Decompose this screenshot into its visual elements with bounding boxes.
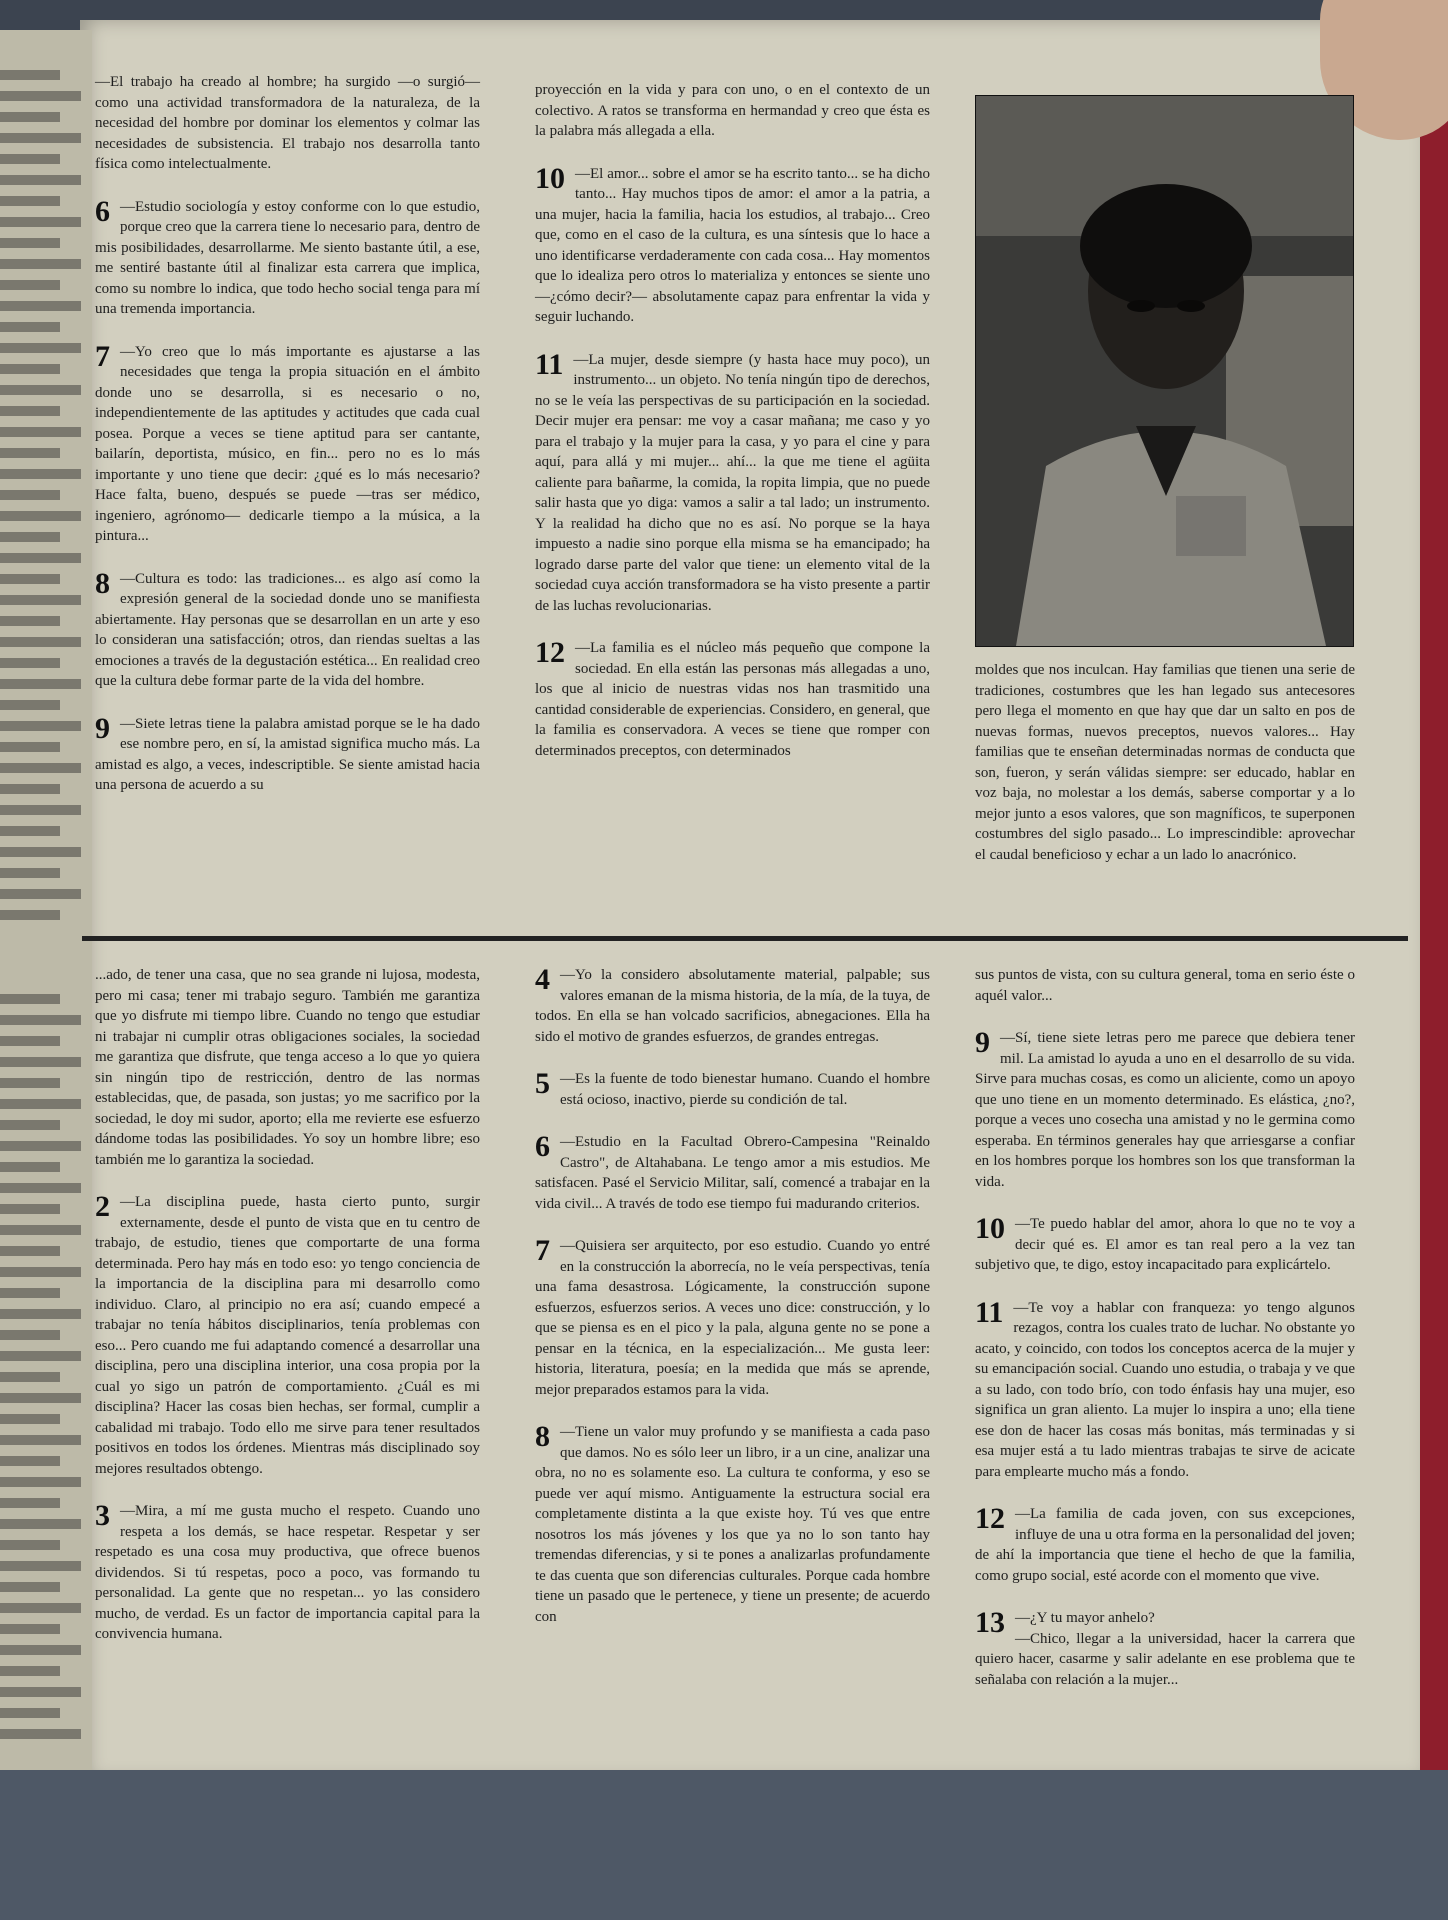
previous-page-text-line (0, 280, 60, 290)
answer-br-3 (975, 1214, 1355, 1276)
previous-page-text-line (0, 763, 81, 773)
question-number: 6 (535, 1130, 550, 1163)
answer-tl-5 (95, 711, 480, 796)
answer-bl-2 (95, 1192, 480, 1479)
previous-page-text-line (0, 364, 60, 374)
answer-text: —El trabajo ha creado al hombre; ha surgido —o surgió— como una actividad transformadora de la naturaleza, de la necesidad del hombre por dominar los elementos y colmar las necesidades de subsistencia. El trabajo nos desarrolla tanto física como intelectualmente. (95, 74, 480, 172)
question-number: 8 (535, 1420, 550, 1453)
question-number: 4 (535, 963, 550, 996)
previous-page-text-line (0, 1120, 60, 1130)
answer-br-2 (975, 1028, 1355, 1192)
previous-page-text-line (0, 1141, 81, 1151)
previous-page-text-line (0, 1687, 81, 1697)
answer-bm-3 (535, 1132, 930, 1214)
previous-page-text-line (0, 721, 81, 731)
previous-page-text-line (0, 259, 81, 269)
previous-page-text-line (0, 91, 81, 101)
question-number: 6 (95, 194, 110, 228)
answer-tl-1 (95, 72, 480, 175)
answer-br-5 (975, 1504, 1355, 1586)
previous-page-text-line (0, 574, 60, 584)
previous-page-text-line (0, 1183, 81, 1193)
question-number: 9 (975, 1026, 990, 1059)
previous-page-text-line (0, 994, 60, 1004)
previous-page-text-line (0, 1036, 60, 1046)
previous-page-text-line (0, 1540, 60, 1550)
previous-page-text-line (0, 1267, 81, 1277)
answer-tl-3 (95, 339, 480, 547)
previous-page-text-line (0, 847, 81, 857)
previous-page-text-line (0, 406, 60, 416)
answer-text: —¿Y tu mayor anhelo? —Chico, llegar a la universidad, hacer la carrera que quiero hacer, casarme y salir adelante en ese problema que te señalaba con relación a la mujer... (975, 1610, 1355, 1688)
previous-page-text-line (0, 658, 60, 668)
column-top-right (975, 660, 1355, 887)
question-number: 2 (95, 1190, 110, 1223)
previous-page-text-line (0, 1225, 81, 1235)
answer-text: moldes que nos inculcan. Hay familias que tienen una serie de tradiciones, costumbres que les han legado sus antecesores pero llega el momento en que hay que dar un salto en pos de nuevas formas, nuevos preceptos, nuevos valores... Hay familias que te enseñan determinadas normas de conducta que son, fueron, y serán válidas siempre: ser educado, hablar en voz baja, no molestar a los demás, saberse comportar y a lo mejor junto a esos valores, que son magníficos, te superponen costumbres del siglo pasado... Lo imprescindible: aprovechar el caudal beneficioso y echar a un lado lo anacrónico. (975, 662, 1355, 863)
answer-text: —Te puedo hablar del amor, ahora lo que no te voy a decir qué es. El amor es tan real pero a la vez tan subjetivo que, te digo, estoy incapacitado para explicártelo. (975, 1216, 1355, 1273)
previous-page-text-line (0, 217, 81, 227)
previous-page-text-line (0, 1456, 60, 1466)
portrait-photo (975, 95, 1354, 647)
answer-bl-3 (95, 1501, 480, 1645)
question-number: 9 (95, 711, 110, 745)
previous-page-text-line (0, 1666, 60, 1676)
question-number: 3 (95, 1499, 110, 1532)
previous-page-text-line (0, 616, 60, 626)
answer-text: proyección en la vida y para con uno, o en el contexto de un colectivo. A ratos se transforma en hermandad y creo que ésta es la palabra más allegada a ella. (535, 82, 930, 139)
previous-page-text-line (0, 1309, 81, 1319)
previous-page-text-line (0, 553, 81, 563)
previous-page-text-line (0, 1582, 60, 1592)
previous-page-text-line (0, 1498, 60, 1508)
previous-page-text-line (0, 889, 81, 899)
column-top-left (95, 72, 480, 818)
answer-tm-2 (535, 161, 930, 328)
question-number: 12 (975, 1502, 1005, 1535)
previous-page-text-line (0, 1288, 60, 1298)
question-number: 11 (535, 347, 564, 381)
answer-br-1 (975, 965, 1355, 1006)
previous-page-text-line (0, 637, 81, 647)
previous-page-text-line (0, 238, 60, 248)
previous-page-text-line (0, 742, 60, 752)
answer-tr-1 (975, 660, 1355, 865)
previous-page-text-line (0, 1729, 81, 1739)
answer-text: —La mujer, desde siempre (y hasta hace muy poco), un instrumento... un objeto. No tenía ningún tipo de derechos, no se le veía las perspectivas de su participación en la sociedad. Decir mujer era pensar: me voy a casar mañana; me caso y yo para el trabajo y la mujer para la casa, y yo para el cine y para aquí, para allá y mi mujer... ahí... la que me tiene el agüita caliente para bañarme, la comida, la ropita limpia, que no puede salir hasta que yo diga: vamos a salir a tal lado; un instrumento. Y la realidad ha dicho que no es así. No porque se la haya impuesto a nadie sino porque ella misma se ha emancipado; ha logrado darse parte del valor que tiene: un elemento vital de la sociedad cuya acción transformadora se ha visto presente a partir de las luchas revolucionarias. (535, 351, 930, 614)
book-spine (1418, 0, 1448, 1800)
answer-bm-2 (535, 1069, 930, 1110)
previous-page-edge (0, 30, 92, 1770)
previous-page-text-line (0, 1561, 81, 1571)
answer-tm-3 (535, 347, 930, 617)
answer-br-4 (975, 1295, 1355, 1483)
answer-bm-5 (535, 1422, 930, 1627)
question-number: 7 (535, 1234, 550, 1267)
previous-page-text-line (0, 1645, 81, 1655)
answer-br-6 (975, 1608, 1355, 1690)
answer-text: —Tiene un valor muy profundo y se manifiesta a cada paso que damos. No es sólo leer un libro, ir a un cine, analizar una obra, no no es solamente eso. La cultura te conforma, y eso se puede ver aquí mismo. Antiguamente la estructura social era completamente distinta a la que existe hoy. Tú ves que entre nosotros los más jóvenes y los que ya no lo son tanto hay tremendas diferencias, y si te pones a analizarlas profundamente te das cuenta que son diferencias culturales. Porque cada hombre tiene un pasado que le pertenece, y tiene un presente; de acuerdo con (535, 1424, 930, 1625)
answer-text: ...ado, de tener una casa, que no sea grande ni lujosa, modesta, pero mi casa; tener mi trabajo seguro. También me garantiza que yo disfrute mi tiempo libre. Cuando no tengo que estudiar ni trabajar ni cumplir otras obligaciones sociales, la sociedad me garantiza que disfrute, que tenga acceso a lo que yo quiera sin ningún tipo de restricción, dentro de las normas establecidas, que, de pasada, son justas; yo me sacrifico por la sociedad, le doy mi sudor, aporto; ella me revierte ese esfuerzo dándome todas las posibilidades. Yo soy un hombre libre; eso también me lo garantiza la sociedad. (95, 967, 480, 1168)
previous-page-text-line (0, 196, 60, 206)
question-number: 12 (535, 636, 565, 669)
previous-page-text-line (0, 322, 60, 332)
answer-tl-4 (95, 566, 480, 692)
previous-page-text-line (0, 385, 81, 395)
previous-page-text-line (0, 1246, 60, 1256)
question-number: 8 (95, 566, 110, 600)
previous-page-text-line (0, 511, 81, 521)
portrait-illustration (976, 96, 1353, 646)
question-number: 13 (975, 1606, 1005, 1639)
answer-tm-1 (535, 80, 930, 142)
question-number: 10 (535, 161, 565, 195)
previous-page-text-line (0, 805, 81, 815)
previous-page-text-line (0, 133, 81, 143)
previous-page-text-line (0, 1015, 81, 1025)
answer-text: —Es la fuente de todo bienestar humano. Cuando el hombre está ocioso, inactivo, pierde su condición de tal. (560, 1071, 930, 1108)
column-top-middle (535, 80, 930, 783)
background-bottom (0, 1770, 1448, 1920)
answer-text: —Sí, tiene siete letras pero me parece que debiera tener mil. La amistad lo ayuda a uno en el desarrollo de su vida. Sirve para muchas cosas, es como un aliciente, como un apoyo que uno tiene en un momento determinado. Es elástica, ¿no?, porque a veces uno cosecha una amistad y no le germina como esperaba. En términos generales hay que arriesgarse a confiar en los hombres porque los hombres son los que transforman la vida. (975, 1030, 1355, 1190)
answer-text: —Te voy a hablar con franqueza: yo tengo algunos rezagos, contra los cuales trato de luchar. No obstante yo acato, y coincido, con todos los conceptos acerca de la mujer y su emancipación social. Cuando uno estudia, o trabaja y ve que a su lado, con todo brío, con todo énfasis hay una mujer, eso significa un gran aliento. La mujer lo inspira a uno; ella tiene ese don de hacer las cosas más bonitas, más terminadas y si esa mujer está a tu lado mientras trabajas te sirve de acicate para emplearte mucho más a fondo. (975, 1299, 1355, 1480)
previous-page-text-line (0, 1330, 60, 1340)
question-number: 5 (535, 1067, 550, 1100)
answer-text: —La familia es el núcleo más pequeño que compone la sociedad. En ella están las personas más allegadas a uno, los que al inicio de nuestras vidas nos han trasmitido una cantidad considerable de experiencias. Considero, en general, que la familia es conservadora. A veces se tiene que romper con determinados preceptos, con determinados (535, 640, 930, 759)
previous-page-text-line (0, 868, 60, 878)
previous-page-text-line (0, 1351, 81, 1361)
answer-bl-1 (95, 965, 480, 1170)
previous-page-text-line (0, 679, 81, 689)
previous-page-text-line (0, 1162, 60, 1172)
question-number: 7 (95, 339, 110, 373)
previous-page-text-line (0, 1519, 81, 1529)
previous-page-text-line (0, 910, 60, 920)
previous-page-text-line (0, 1099, 81, 1109)
previous-page-text-line (0, 1603, 81, 1613)
question-number: 11 (975, 1295, 1004, 1329)
previous-page-text-line (0, 448, 60, 458)
answer-text: —Yo creo que lo más importante es ajustarse a las necesidades que tenga la propia situación en el ámbito donde uno se desarrolla, si es necesario o no, independientemente de las aptitudes y actitudes que cada cual posea. Porque a veces se tiene aptitud para ser cantante, bailarín, deportista, músico, en fin... pero no es lo más importante y uno tiene que decir: ¿qué es lo más necesario? Hace falta, bueno, después se puede —tras ser médico, ingeniero, agrónomo— dedicarle tiempo a la música, a la pintura... (95, 343, 480, 544)
previous-page-text-line (0, 490, 60, 500)
column-bottom-left (95, 965, 480, 1667)
answer-text: —Siete letras tiene la palabra amistad porque se le ha dado ese nombre pero, en sí, la amistad significa mucho más. La amistad es algo, a veces, indescriptible. Se siente amistad hacia una persona de acuerdo a su (95, 715, 480, 793)
answer-bm-1 (535, 965, 930, 1047)
answer-text: —Cultura es todo: las tradiciones... es algo así como la expresión general de la sociedad donde uno se manifiesta abiertamente. Hay personas que se desarrollan en un arte y eso lo consideran una satisfacción; otros, dan riendas sueltas a las emociones a través de la degustación estética... En realidad creo que la cultura debe formar parte de la vida del hombre. (95, 570, 480, 689)
previous-page-text-line (0, 1057, 81, 1067)
answer-bm-4 (535, 1236, 930, 1400)
question-number: 10 (975, 1212, 1005, 1245)
column-bottom-right (975, 965, 1355, 1712)
column-bottom-middle (535, 965, 930, 1649)
previous-page-text-line (0, 595, 81, 605)
previous-page-text-line (0, 1414, 60, 1424)
answer-text: —Yo la considero absolutamente material, palpable; sus valores emanan de la misma historia, de la mía, de la tuya, de todos. En ella se han volcado sacrificios, abnegaciones. Ella ha sido el motivo de grandes esfuerzos, de grandes entregas. (535, 967, 930, 1045)
answer-tl-2 (95, 194, 480, 320)
previous-page-text-line (0, 1624, 60, 1634)
previous-page-text-line (0, 1435, 81, 1445)
answer-text: —Estudio en la Facultad Obrero-Campesina "Reinaldo Castro", de Altahabana. Le tengo amor a mis estudios. Me satisfacen. Pasé el Servicio Militar, salí, comencé a trabajar en la vida civil... A través de todo ese tiempo fui madurando criterios. (535, 1134, 930, 1212)
previous-page-text-line (0, 175, 81, 185)
answer-text: —Mira, a mí me gusta mucho el respeto. Cuando uno respeta a los demás, se hace respetar. Respetar y ser respetado es una cosa muy productiva, que ofrece buenos dividendos. Si tú respetas, poco a poco, vas formando tu personalidad. La gente que no respetan... yo las considero mucho, de verdad. Es un factor de importancia capital para la convivencia humana. (95, 1503, 480, 1642)
previous-page-text-line (0, 343, 81, 353)
previous-page-text-line (0, 1477, 81, 1487)
section-divider (82, 936, 1408, 941)
answer-text: sus puntos de vista, con su cultura general, toma en serio éste o aquél valor... (975, 967, 1355, 1004)
previous-page-text-line (0, 1708, 60, 1718)
answer-text: —La familia de cada joven, con sus excepciones, influye de una u otra forma en la personalidad del joven; de ahí la importancia que tiene el hecho de que la familia, como grupo social, esté acorde con el momento que vive. (975, 1506, 1355, 1584)
previous-page-text-line (0, 700, 60, 710)
previous-page-text-line (0, 532, 60, 542)
previous-page-text-line (0, 154, 60, 164)
previous-page-text-line (0, 1393, 81, 1403)
previous-page-text-line (0, 1372, 60, 1382)
previous-page-text-line (0, 427, 81, 437)
answer-text: —El amor... sobre el amor se ha escrito tanto... se ha dicho tanto... Hay muchos tipos de amor: el amor a la patria, a una mujer, hacia la familia, hacia los estudios, al trabajo... Creo que, como en el caso de la cultura, es una síntesis que lo hace a uno identificarse verdaderamente con cada cosa... Hay momentos que lo idealiza pero otros lo materializa y entonces se siente uno —¿cómo decir?— absolutamente capaz para enfrentar la vida y seguir luchando. (535, 165, 930, 325)
answer-text: —Quisiera ser arquitecto, por eso estudio. Cuando yo entré en la construcción la aborrecía, no le veía perspectivas, tenía una fama desastrosa. Lógicamente, la construcción supone esfuerzos, esfuerzos serios. A veces uno dice: construcción, y lo que se piensa es en el pico y la pala, alguna gente no se pone a pensar en la técnica, en la especialización... Me gusta leer: historia, literatura, poesía; en la medida que más se aprende, mejor preparados estamos para la vida. (535, 1238, 930, 1398)
answer-text: —Estudio sociología y estoy conforme con lo que estudio, porque creo que la carrera tiene lo necesario para, dentro de mis posibilidades, desarrollarme. Me siento bastante útil, a ese, me sentiré bastante útil al finalizar esta carrera que implica, como su nombre lo indica, que todo hecho social tenga para mí una tremenda importancia. (95, 198, 480, 317)
previous-page-text-line (0, 784, 60, 794)
answer-tm-4 (535, 638, 930, 761)
answer-text: —La disciplina puede, hasta cierto punto, surgir externamente, desde el punto de vista que en tu centro de trabajo, de estudio, tienes que comportarte de una forma determinada. Pero hay más en todo eso: yo tengo conciencia de la importancia de la disciplina para mi desarrollo como individuo. Claro, al principio no era así; cuando empecé a trabajar no tenía hábitos disciplinarios, tenía problemas con eso... Pero cuando me fui adaptando comencé a desarrollar una disciplina, pero una disciplina interior, una cosa propia por la cual yo sigo un patrón de comportamiento. ¿Cuál es mi disciplina? Hacer las cosas bien hechas, ser formal, cumplir a cabalidad mi trabajo. Todo ello me sirve para tener resultados positivos en todos los órdenes. Mientras más disciplinado soy mejores resultados obtengo. (95, 1194, 480, 1477)
previous-page-text-line (0, 301, 81, 311)
previous-page-text-line (0, 70, 60, 80)
previous-page-text-line (0, 469, 81, 479)
previous-page-text-line (0, 1078, 60, 1088)
previous-page-text-line (0, 112, 60, 122)
previous-page-text-line (0, 826, 60, 836)
previous-page-text-line (0, 1204, 60, 1214)
